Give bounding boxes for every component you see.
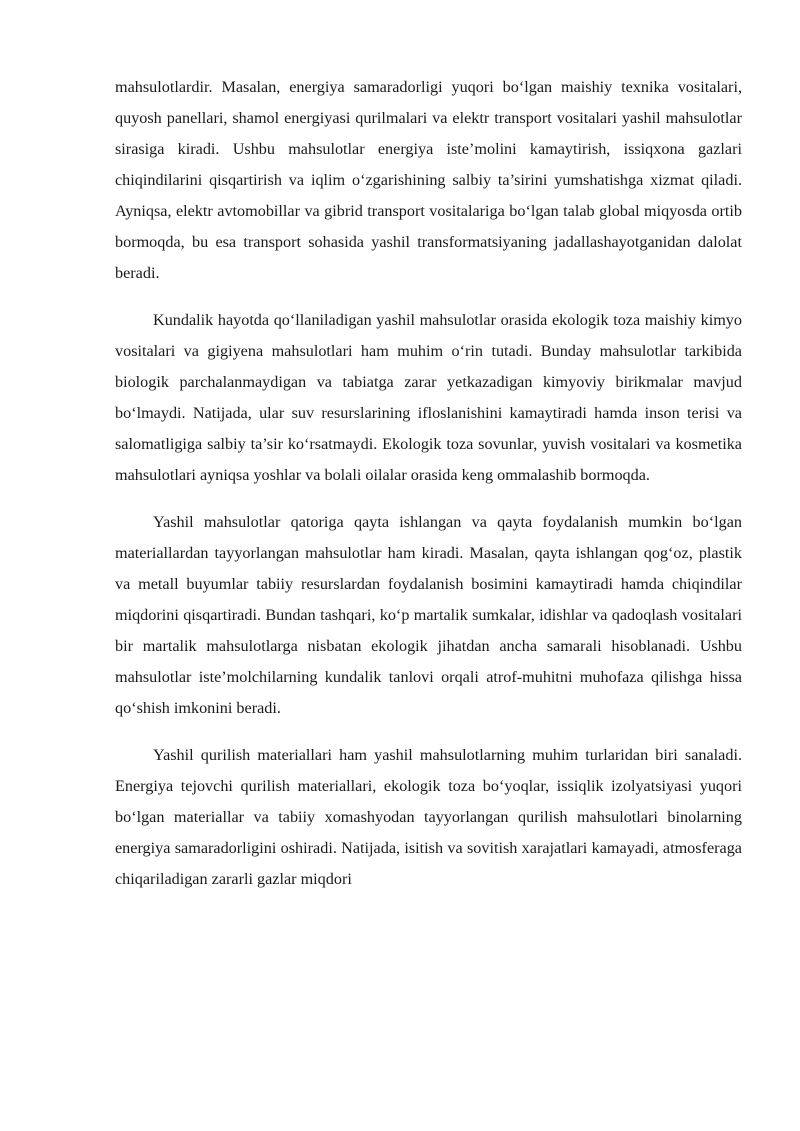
paragraph-recycled-products: Yashil mahsulotlar qatoriga qayta ishlangan va qayta foydalanish mumkin bo‘lgan materiallardan tayyorlangan mahsulotlar ham kiradi. Masalan, qayta ishlangan qog‘oz, plastik va metall buyumlar tabiiy resurslardan foydalanish bosimini kamaytiradi hamda chiqindilar miqdorini qisqartiradi. Bundan tashqari, ko‘p martalik sumkalar, idishlar va qadoqlash vositalari bir martalik mahsulotlarga nisbatan ekologik jihatdan ancha samarali hisoblanadi. Ushbu mahsulotlar iste’molchilarning kundalik tanlovi orqali atrof-muhitni muhofaza qilishga hissa qo‘shish imkonini beradi. <box>115 513 742 717</box>
paragraph-continued: mahsulotlardir. Masalan, energiya samaradorligi yuqori bo‘lgan maishiy texnika vositalari, quyosh panellari, shamol energiyasi qurilmalari va elektr transport vositalari yashil mahsulotlar sirasiga kiradi. Ushbu mahsulotlar energiya iste’molini kamaytirish, issiqxona gazlari chiqindilarini qisqartirish va iqlim o‘zgarishining salbiy ta’sirini yumshatishga xizmat qiladi. Ayniqsa, elektr avtomobillar va gibrid transport vositalariga bo‘lgan talab global miqyosda ortib bormoqda, bu esa transport sohasida yashil transformatsiyaning jadallashayotganidan dalolat beradi. <box>115 78 742 282</box>
body-text <box>115 72 742 911</box>
paragraph-building-materials: Yashil qurilish materiallari ham yashil mahsulotlarning muhim turlaridan biri sanaladi. Energiya tejovchi qurilish materiallari, ekologik toza bo‘yoqlar, issiqlik izolyatsiyasi yuqori bo‘lgan materiallar va tabiiy xomashyodan tayyorlangan qurilish mahsulotlari binolarning energiya samaradorligini oshiradi. Natijada, isitish va sovitish xarajatlari kamayadi, atmosferaga chiqariladigan zararli gazlar miqdori <box>115 746 742 888</box>
paragraph-household-products: Kundalik hayotda qo‘llaniladigan yashil mahsulotlar orasida ekologik toza maishiy kimyo vositalari va gigiyena mahsulotlari ham muhim o‘rin tutadi. Bunday mahsulotlar tarkibida biologik parchalanmaydigan va tabiatga zarar yetkazadigan kimyoviy birikmalar mavjud bo‘lmaydi. Natijada, ular suv resurslarining ifloslanishini kamaytiradi hamda inson terisi va salomatligiga salbiy ta’sir ko‘rsatmaydi. Ekologik toza sovunlar, yuvish vositalari va kosmetika mahsulotlari ayniqsa yoshlar va bolali oilalar orasida keng ommalashib bormoqda. <box>115 311 742 484</box>
